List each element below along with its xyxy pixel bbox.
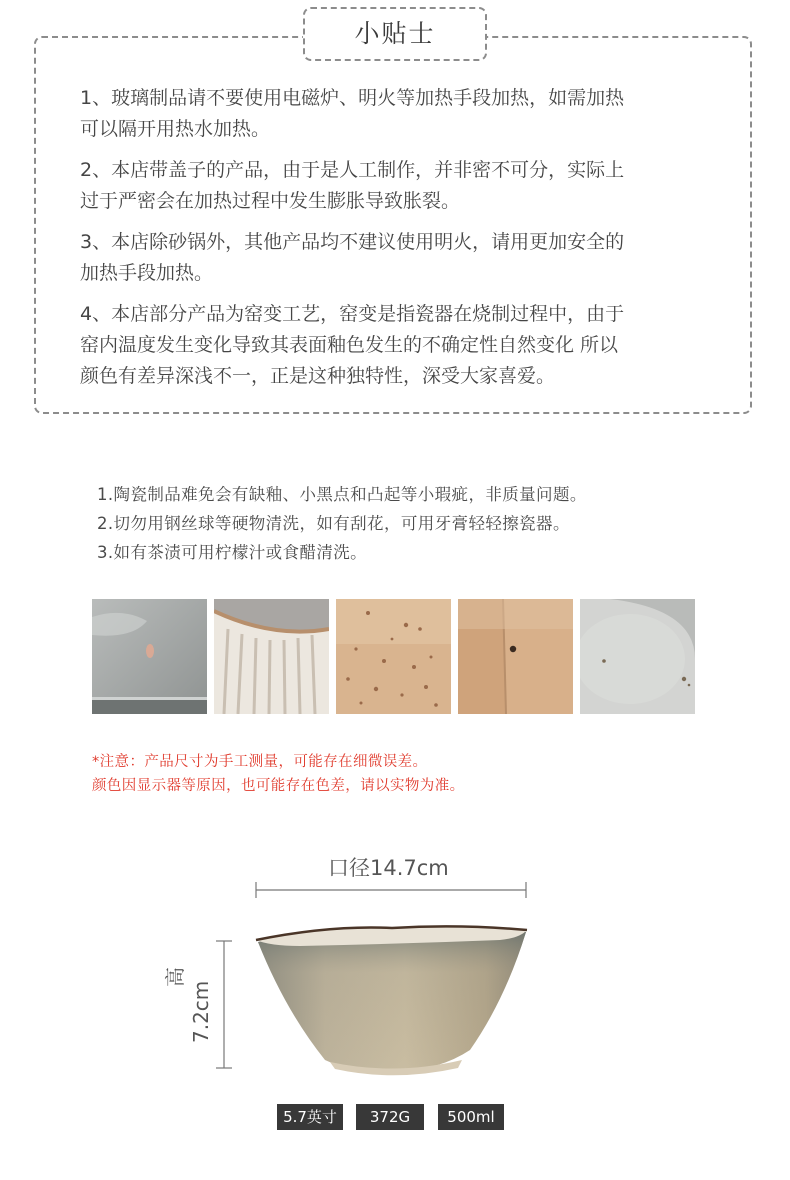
diameter-line <box>256 882 526 898</box>
photo-speckled-tan-glaze <box>336 599 451 714</box>
tip-1-line-2: 可以隔开用热水加热。 <box>80 118 271 140</box>
height-label <box>163 965 223 1045</box>
care-note-2: 2.切勿用钢丝球等硬物清洗，如有刮花，可用牙膏轻轻擦瓷器。 <box>97 514 570 533</box>
tip-3-line-2: 加热手段加热。 <box>80 262 214 284</box>
tip-4 <box>80 299 720 392</box>
tip-3-line-1: 3、本店除砂锅外，其他产品均不建议使用明火，请用更加安全的 <box>80 231 625 253</box>
tip-4-line-1: 4、本店部分产品为窑变工艺，窑变是指瓷器在烧制过程中，由于 <box>80 303 625 325</box>
tip-1-line-1: 1、玻璃制品请不要使用电磁炉、明火等加热手段加热，如需加热 <box>80 87 625 109</box>
tip-4-line-3: 颜色有差异深浅不一，正是这种独特性，深受大家喜爱。 <box>80 365 556 387</box>
photo-grey-glaze-chip <box>92 599 207 714</box>
bowl-illustration <box>0 870 790 1100</box>
spec-volume-badge: 500ml <box>438 1104 504 1130</box>
photo-ribbed-rim-closeup <box>214 599 329 714</box>
photo-tan-glaze-black-dot <box>458 599 573 714</box>
photo-white-glaze-specks <box>580 599 695 714</box>
tips-title: 小贴士 <box>303 7 487 61</box>
tip-2 <box>80 155 720 217</box>
care-notes <box>97 480 737 567</box>
tip-4-line-2: 窑内温度发生变化导致其表面釉色发生的不确定性自然变化 所以 <box>80 334 619 356</box>
height-label-char: 高 <box>163 967 187 987</box>
tip-2-line-2: 过于严密会在加热过程中发生膨胀导致胀裂。 <box>80 190 461 212</box>
measurement-warning: *注意：产品尺寸为手工测量，可能存在细微误差。 <box>92 754 428 770</box>
height-label-value: 7.2cm <box>189 980 213 1043</box>
spec-inch-badge: 5.7英寸 <box>277 1104 343 1130</box>
care-note-1: 1.陶瓷制品难免会有缺釉、小黑点和凸起等小瑕疵，非质量问题。 <box>97 485 587 504</box>
tip-3 <box>80 227 720 289</box>
color-warning: 颜色因显示器等原因，也可能存在色差，请以实物为准。 <box>92 778 465 794</box>
care-note-3: 3.如有茶渍可用柠檬汁或食醋清洗。 <box>97 543 368 562</box>
tip-1 <box>80 83 720 145</box>
spec-weight-badge: 372G <box>356 1104 424 1130</box>
diameter-label: 口径14.7cm <box>328 856 449 880</box>
tip-2-line-1: 2、本店带盖子的产品，由于是人工制作，并非密不可分，实际上 <box>80 159 625 181</box>
